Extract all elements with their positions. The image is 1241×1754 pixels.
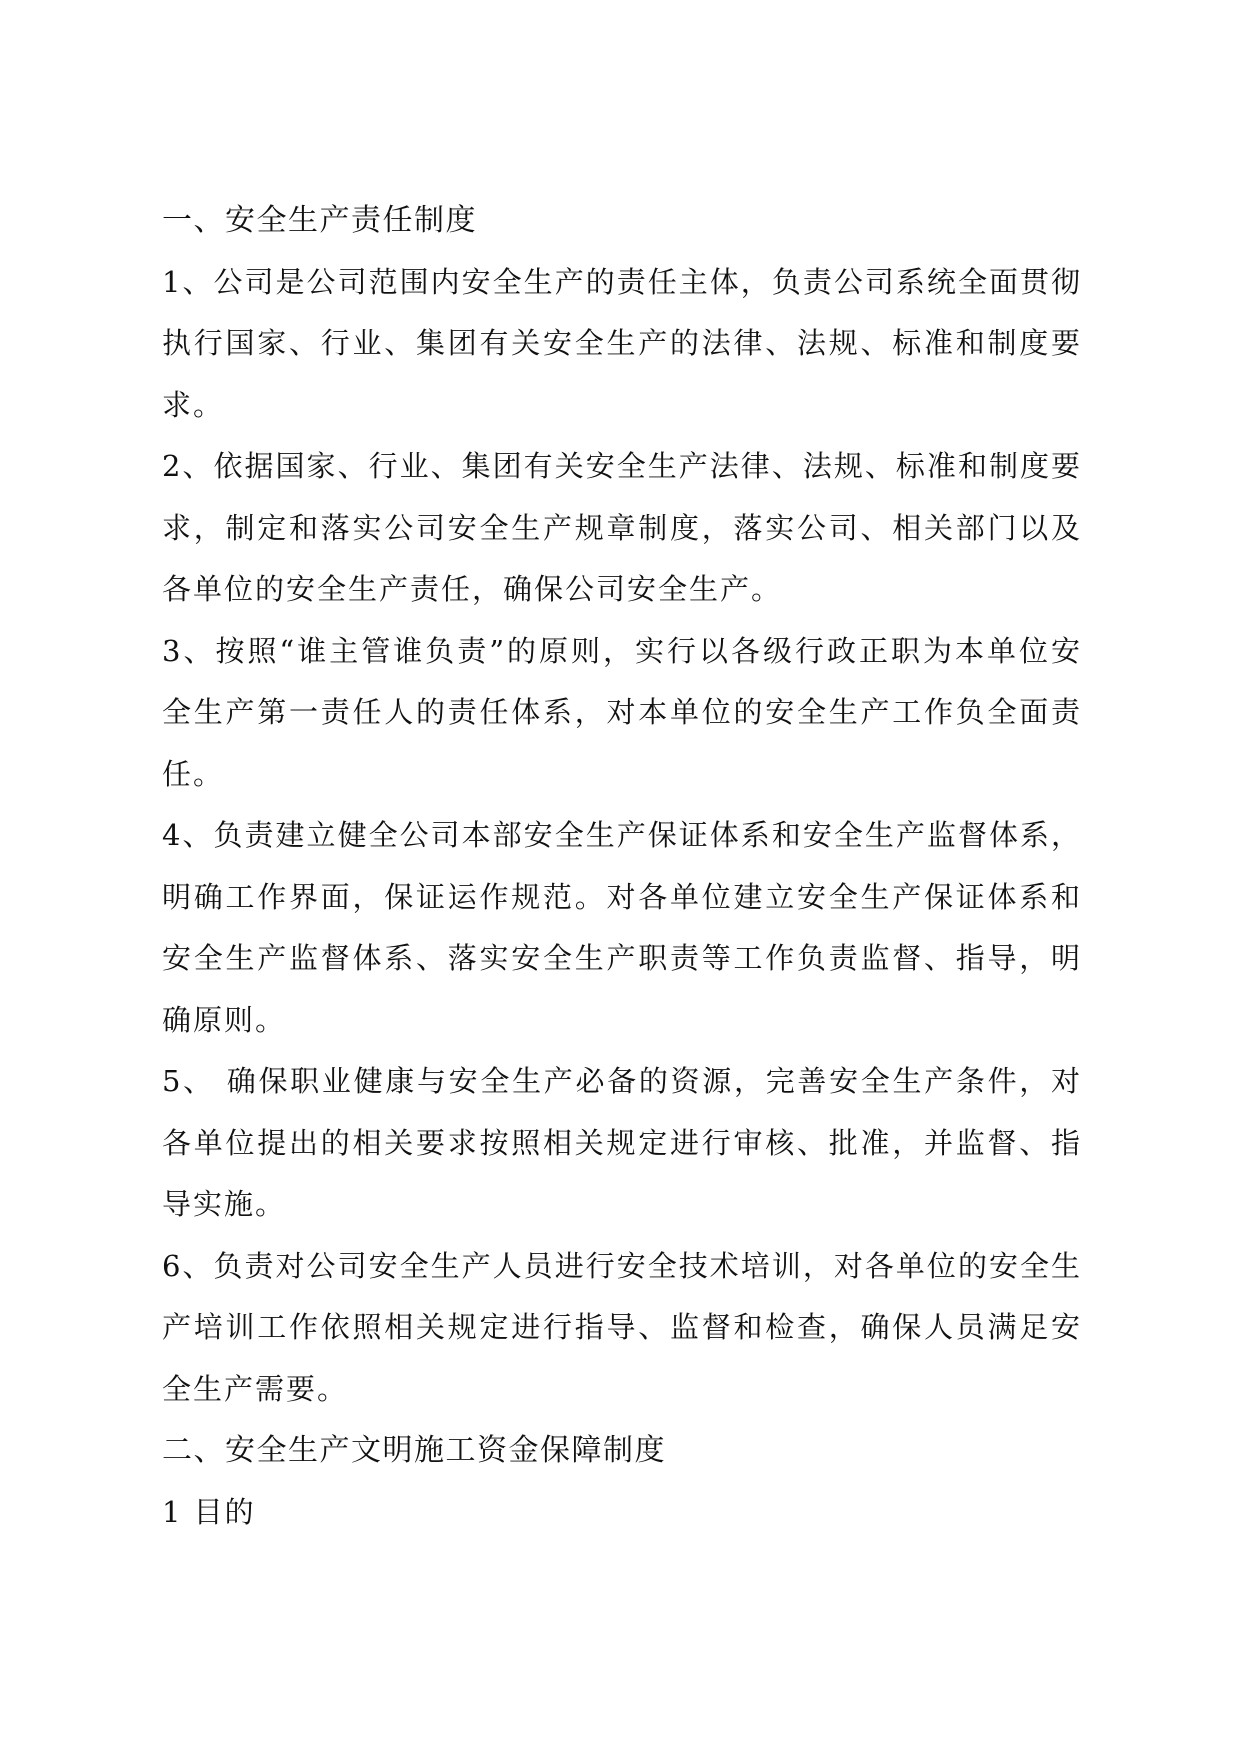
subsection-heading: 1 目的	[162, 1494, 256, 1529]
paragraph-1: 1、公司是公司范围内安全生产的责任主体，负责公司系统全面贯彻执行国家、行业、集团有关安全生产的法律、法规、标准和制度要求。	[162, 264, 1082, 422]
section-heading-2: 二、安全生产文明施工资金保障制度	[162, 1433, 666, 1468]
paragraph-2: 2、依据国家、行业、集团有关安全生产法律、法规、标准和制度要求，制定和落实公司安全生产规章制度，落实公司、相关部门以及各单位的安全生产责任，确保公司安全生产。	[162, 449, 1082, 606]
paragraph-6: 6、负责对公司安全生产人员进行安全技术培训，对各单位的安全生产培训工作依照相关规定进行指导、监督和检查，确保人员满足安全生产需要。	[162, 1248, 1082, 1406]
paragraph-4: 4、负责建立健全公司本部安全生产保证体系和安全生产监督体系，明确工作界面，保证运作规范。对各单位建立安全生产保证体系和安全生产监督体系、落实安全生产职责等工作负责监督、指导，明确原则。	[162, 818, 1082, 1037]
paragraph-5: 5、 确保职业健康与安全生产必备的资源，完善安全生产条件，对各单位提出的相关要求按照相关规定进行审核、批准，并监督、指导实施。	[162, 1064, 1082, 1221]
paragraph-3: 3、按照“谁主管谁负责”的原则，实行以各级行政正职为本单位安全生产第一责任人的责任体系，对本单位的安全生产工作负全面责任。	[162, 633, 1082, 791]
section-heading-1: 一、安全生产责任制度	[162, 203, 477, 238]
document-body	[162, 190, 1082, 1543]
